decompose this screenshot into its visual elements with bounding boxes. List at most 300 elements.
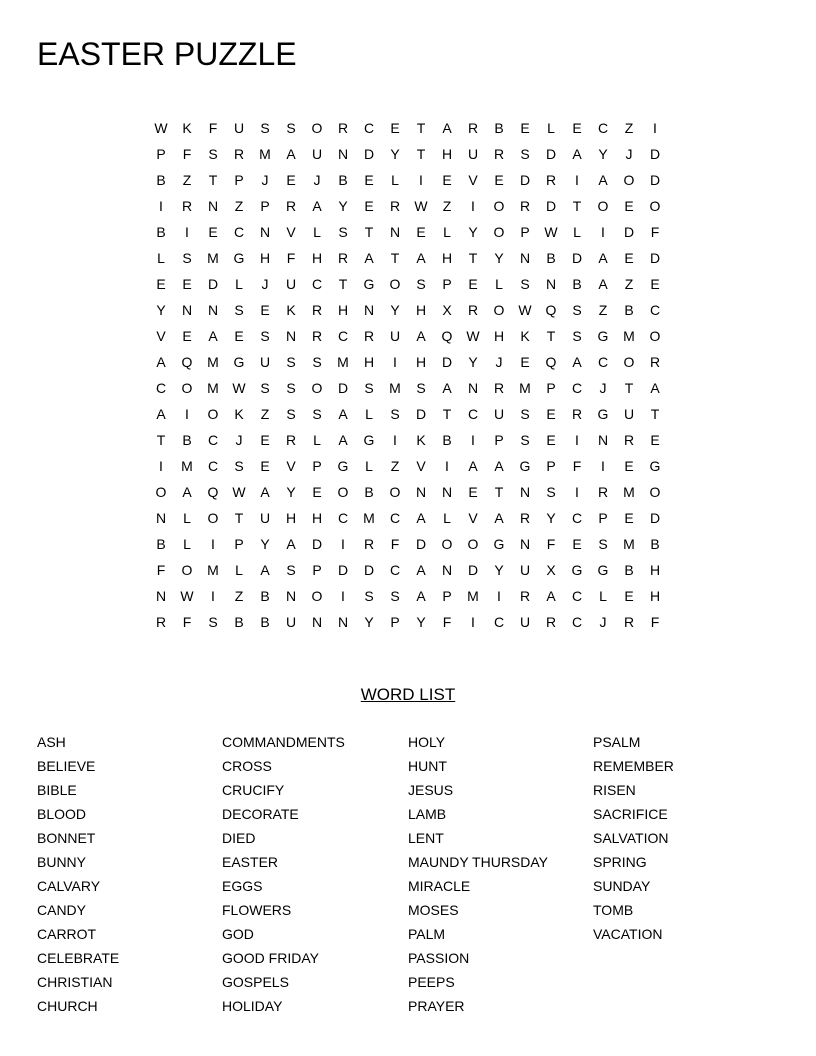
- grid-letter: O: [493, 198, 505, 214]
- grid-letter: H: [415, 302, 427, 318]
- grid-letter: S: [208, 146, 218, 162]
- grid-letter: M: [207, 354, 219, 370]
- grid-letter: F: [156, 562, 166, 578]
- word-list-item: PEEPS: [408, 974, 455, 990]
- grid-letter: L: [365, 458, 373, 474]
- word-list-item: GOD: [222, 926, 254, 942]
- grid-letter: F: [546, 536, 556, 552]
- grid-letter: A: [338, 432, 348, 448]
- grid-letter: R: [311, 302, 323, 318]
- grid-letter: I: [185, 224, 189, 240]
- grid-letter: L: [495, 276, 503, 292]
- word-list-item: BUNNY: [37, 854, 87, 870]
- grid-letter: D: [545, 198, 557, 214]
- grid-letter: S: [286, 120, 296, 136]
- grid-letter: R: [545, 172, 557, 188]
- grid-letter: T: [156, 432, 166, 448]
- grid-letter: Y: [468, 354, 478, 370]
- word-list-item: SALVATION: [593, 830, 669, 846]
- grid-letter: V: [286, 458, 296, 474]
- word-list-item: JESUS: [408, 782, 454, 798]
- grid-letter: H: [649, 562, 661, 578]
- grid-letter: N: [519, 250, 531, 266]
- grid-letter: S: [416, 276, 426, 292]
- grid-letter: A: [182, 484, 192, 500]
- grid-letter: N: [311, 614, 323, 630]
- grid-letter: U: [389, 328, 401, 344]
- word-list-item: BIBLE: [37, 782, 77, 798]
- grid-letter: R: [311, 328, 323, 344]
- grid-letter: K: [182, 120, 192, 136]
- grid-letter: B: [650, 536, 660, 552]
- grid-letter: D: [207, 276, 219, 292]
- word-list-item: COMMANDMENTS: [222, 734, 345, 750]
- grid-letter: N: [441, 562, 453, 578]
- grid-letter: O: [467, 536, 479, 552]
- grid-letter: B: [260, 588, 270, 604]
- grid-letter: P: [442, 276, 452, 292]
- grid-letter: V: [416, 458, 426, 474]
- grid-letter: A: [208, 328, 218, 344]
- grid-letter: P: [390, 614, 400, 630]
- grid-letter: I: [211, 588, 215, 604]
- grid-letter: E: [546, 406, 556, 422]
- letter-grid: [148, 117, 668, 637]
- word-list-column: [222, 730, 345, 1018]
- page-title: EASTER PUZZLE: [37, 36, 297, 72]
- grid-letter: F: [182, 146, 192, 162]
- grid-letter: G: [363, 432, 375, 448]
- grid-letter: K: [234, 406, 244, 422]
- grid-letter: E: [442, 172, 452, 188]
- grid-letter: S: [520, 406, 530, 422]
- grid-letter: A: [494, 458, 504, 474]
- grid-letter: B: [156, 536, 166, 552]
- grid-letter: B: [546, 250, 556, 266]
- grid-letter: O: [181, 562, 193, 578]
- grid-letter: I: [653, 120, 657, 136]
- grid-letter: U: [519, 614, 531, 630]
- grid-letter: S: [182, 250, 192, 266]
- word-list-item: HOLIDAY: [222, 998, 283, 1014]
- word-list-item: MAUNDY THURSDAY: [408, 854, 549, 870]
- word-list-item: PSALM: [593, 734, 641, 750]
- grid-letter: B: [182, 432, 192, 448]
- grid-letter: G: [597, 406, 609, 422]
- grid-letter: E: [624, 198, 634, 214]
- grid-letter: K: [520, 328, 530, 344]
- grid-letter: T: [546, 328, 556, 344]
- grid-letter: R: [363, 328, 375, 344]
- grid-letter: G: [233, 354, 245, 370]
- grid-letter: U: [311, 146, 323, 162]
- grid-letter: G: [597, 562, 609, 578]
- grid-letter: S: [260, 380, 270, 396]
- grid-letter: N: [285, 588, 297, 604]
- grid-letter: F: [182, 614, 192, 630]
- grid-letter: T: [624, 380, 634, 396]
- grid-letter: D: [415, 406, 427, 422]
- grid-letter: M: [207, 380, 219, 396]
- grid-letter: R: [597, 484, 609, 500]
- grid-letter: L: [235, 562, 243, 578]
- grid-letter: N: [285, 328, 297, 344]
- grid-letter: O: [649, 198, 661, 214]
- grid-letter: C: [467, 406, 479, 422]
- grid-letter: O: [311, 588, 323, 604]
- grid-letter: N: [415, 484, 427, 500]
- grid-letter: Z: [234, 198, 244, 214]
- grid-letter: E: [234, 328, 244, 344]
- grid-letter: D: [363, 146, 375, 162]
- grid-letter: G: [571, 562, 583, 578]
- grid-letter: D: [649, 146, 661, 162]
- grid-letter: H: [311, 510, 323, 526]
- word-list-item: CARROT: [37, 926, 97, 942]
- grid-letter: E: [182, 328, 192, 344]
- word-list-item: VACATION: [593, 926, 663, 942]
- word-list-item: MIRACLE: [408, 878, 471, 894]
- grid-letter: K: [286, 302, 296, 318]
- grid-letter: P: [442, 588, 452, 604]
- grid-letter: N: [337, 614, 349, 630]
- word-list-item: CHRISTIAN: [37, 974, 113, 990]
- grid-letter: Y: [598, 146, 608, 162]
- word-list-item: EGGS: [222, 878, 263, 894]
- grid-letter: Z: [598, 302, 608, 318]
- grid-letter: C: [311, 276, 323, 292]
- grid-letter: V: [286, 224, 296, 240]
- grid-letter: R: [181, 198, 193, 214]
- grid-letter: E: [208, 224, 218, 240]
- grid-letter: S: [364, 380, 374, 396]
- word-list-item: LAMB: [408, 806, 447, 822]
- grid-letter: J: [261, 276, 269, 292]
- grid-letter: A: [598, 172, 608, 188]
- grid-letter: M: [207, 562, 219, 578]
- grid-letter: P: [546, 458, 556, 474]
- grid-letter: Y: [390, 302, 400, 318]
- grid-letter: I: [159, 458, 163, 474]
- grid-letter: X: [546, 562, 556, 578]
- grid-letter: E: [260, 458, 270, 474]
- grid-letter: O: [311, 120, 323, 136]
- grid-letter: C: [597, 120, 609, 136]
- grid-letter: R: [493, 380, 505, 396]
- grid-letter: H: [441, 146, 453, 162]
- word-list-heading: WORD LIST: [360, 685, 456, 704]
- grid-letter: U: [493, 406, 505, 422]
- grid-letter: C: [389, 510, 401, 526]
- grid-letter: D: [545, 146, 557, 162]
- word-list-item: PALM: [408, 926, 446, 942]
- grid-letter: K: [416, 432, 426, 448]
- grid-letter: Z: [234, 588, 244, 604]
- grid-letter: T: [416, 146, 426, 162]
- grid-letter: Y: [416, 614, 426, 630]
- grid-letter: O: [597, 198, 609, 214]
- grid-letter: E: [416, 224, 426, 240]
- word-list-item: CHURCH: [37, 998, 98, 1014]
- grid-letter: R: [467, 302, 479, 318]
- grid-letter: B: [156, 224, 166, 240]
- grid-letter: A: [286, 146, 296, 162]
- grid-letter: N: [545, 276, 557, 292]
- grid-letter: P: [546, 380, 556, 396]
- grid-letter: N: [259, 224, 271, 240]
- grid-letter: T: [208, 172, 218, 188]
- grid-letter: B: [338, 172, 348, 188]
- grid-letter: G: [493, 536, 505, 552]
- grid-letter: S: [520, 276, 530, 292]
- grid-letter: R: [493, 146, 505, 162]
- grid-letter: T: [494, 484, 504, 500]
- grid-letter: N: [363, 302, 375, 318]
- grid-letter: Y: [546, 510, 556, 526]
- grid-letter: C: [649, 302, 661, 318]
- grid-letter: E: [624, 588, 634, 604]
- grid-letter: S: [416, 380, 426, 396]
- grid-letter: L: [599, 588, 607, 604]
- grid-letter: I: [341, 536, 345, 552]
- word-list-item: EASTER: [222, 854, 279, 870]
- grid-letter: V: [156, 328, 166, 344]
- grid-letter: Y: [364, 614, 374, 630]
- grid-letter: S: [208, 614, 218, 630]
- grid-letter: P: [312, 458, 322, 474]
- grid-letter: D: [649, 250, 661, 266]
- grid-letter: C: [389, 562, 401, 578]
- grid-letter: D: [649, 510, 661, 526]
- grid-letter: I: [575, 432, 579, 448]
- word-list-item: DIED: [222, 830, 256, 846]
- grid-letter: S: [364, 588, 374, 604]
- grid-letter: T: [364, 224, 374, 240]
- grid-letter: G: [363, 276, 375, 292]
- grid-letter: C: [155, 380, 167, 396]
- grid-letter: A: [312, 198, 322, 214]
- grid-letter: N: [441, 484, 453, 500]
- word-list-item: CRUCIFY: [222, 782, 285, 798]
- grid-letter: S: [390, 406, 400, 422]
- grid-letter: S: [520, 432, 530, 448]
- grid-letter: O: [493, 302, 505, 318]
- grid-letter: G: [519, 458, 531, 474]
- grid-letter: E: [572, 120, 582, 136]
- grid-letter: E: [624, 250, 634, 266]
- grid-letter: E: [156, 276, 166, 292]
- grid-letter: Z: [624, 120, 634, 136]
- grid-letter: C: [493, 614, 505, 630]
- grid-letter: S: [312, 354, 322, 370]
- grid-letter: J: [495, 354, 503, 370]
- grid-letter: N: [337, 146, 349, 162]
- grid-letter: R: [571, 406, 583, 422]
- grid-letter: O: [623, 354, 635, 370]
- grid-letter: A: [468, 458, 478, 474]
- word-list-item: PRAYER: [408, 998, 465, 1014]
- grid-letter: N: [467, 380, 479, 396]
- grid-letter: C: [337, 328, 349, 344]
- grid-letter: T: [338, 276, 348, 292]
- grid-letter: H: [311, 250, 323, 266]
- word-list-item: CALVARY: [37, 878, 101, 894]
- grid-letter: S: [286, 406, 296, 422]
- grid-letter: S: [260, 328, 270, 344]
- grid-letter: R: [623, 432, 635, 448]
- word-list-item: RISEN: [593, 782, 636, 798]
- grid-letter: U: [259, 510, 271, 526]
- grid-letter: R: [337, 250, 349, 266]
- grid-letter: O: [623, 172, 635, 188]
- grid-letter: N: [207, 198, 219, 214]
- grid-letter: E: [520, 120, 530, 136]
- grid-letter: J: [313, 172, 321, 188]
- word-list-item: SACRIFICE: [593, 806, 668, 822]
- grid-letter: A: [416, 588, 426, 604]
- grid-letter: D: [337, 562, 349, 578]
- grid-letter: O: [389, 484, 401, 500]
- grid-letter: C: [363, 120, 375, 136]
- grid-letter: O: [441, 536, 453, 552]
- grid-letter: I: [159, 198, 163, 214]
- word-list-item: BLOOD: [37, 806, 87, 822]
- grid-letter: A: [156, 406, 166, 422]
- grid-letter: Y: [286, 484, 296, 500]
- word-list-item: BELIEVE: [37, 758, 96, 774]
- grid-letter: U: [519, 562, 531, 578]
- grid-letter: I: [575, 484, 579, 500]
- grid-letter: H: [415, 354, 427, 370]
- grid-letter: O: [649, 484, 661, 500]
- grid-letter: F: [572, 458, 582, 474]
- grid-letter: N: [155, 510, 167, 526]
- grid-letter: L: [313, 224, 321, 240]
- grid-letter: S: [286, 562, 296, 578]
- grid-letter: A: [416, 328, 426, 344]
- grid-letter: O: [493, 224, 505, 240]
- grid-letter: B: [442, 432, 452, 448]
- word-list-item: LENT: [408, 830, 444, 846]
- grid-letter: G: [649, 458, 661, 474]
- grid-letter: N: [181, 302, 193, 318]
- grid-letter: R: [467, 120, 479, 136]
- grid-letter: L: [547, 120, 555, 136]
- grid-letter: G: [597, 328, 609, 344]
- grid-letter: M: [467, 588, 479, 604]
- grid-letter: I: [601, 458, 605, 474]
- grid-letter: L: [443, 510, 451, 526]
- grid-letter: M: [363, 510, 375, 526]
- grid-letter: T: [416, 120, 426, 136]
- grid-letter: A: [156, 354, 166, 370]
- grid-letter: L: [443, 224, 451, 240]
- grid-letter: U: [233, 120, 245, 136]
- word-list-item: FLOWERS: [222, 902, 292, 918]
- grid-letter: Q: [545, 354, 557, 370]
- grid-letter: Z: [390, 458, 400, 474]
- grid-letter: E: [624, 458, 634, 474]
- grid-letter: M: [181, 458, 193, 474]
- grid-letter: L: [235, 276, 243, 292]
- grid-letter: I: [393, 432, 397, 448]
- grid-letter: P: [598, 510, 608, 526]
- grid-letter: W: [232, 380, 246, 396]
- grid-letter: T: [468, 250, 478, 266]
- grid-letter: S: [338, 224, 348, 240]
- grid-letter: M: [623, 484, 635, 500]
- grid-letter: E: [286, 172, 296, 188]
- grid-letter: O: [337, 484, 349, 500]
- grid-letter: I: [575, 172, 579, 188]
- grid-letter: I: [185, 406, 189, 422]
- grid-letter: R: [545, 614, 557, 630]
- grid-letter: U: [467, 146, 479, 162]
- word-list-item: REMEMBER: [593, 758, 674, 774]
- grid-letter: B: [624, 562, 634, 578]
- grid-letter: Y: [494, 562, 504, 578]
- word-list-item: HUNT: [408, 758, 447, 774]
- grid-letter: I: [471, 614, 475, 630]
- grid-letter: L: [183, 510, 191, 526]
- word-list-item: BONNET: [37, 830, 96, 846]
- grid-letter: D: [571, 250, 583, 266]
- grid-letter: F: [650, 614, 660, 630]
- grid-letter: R: [337, 120, 349, 136]
- grid-letter: O: [155, 484, 167, 500]
- grid-letter: T: [442, 406, 452, 422]
- grid-letter: G: [337, 458, 349, 474]
- grid-letter: S: [520, 146, 530, 162]
- grid-letter: S: [260, 120, 270, 136]
- grid-letter: R: [285, 432, 297, 448]
- grid-letter: F: [208, 120, 218, 136]
- grid-letter: E: [390, 120, 400, 136]
- grid-letter: H: [649, 588, 661, 604]
- grid-letter: A: [286, 536, 296, 552]
- grid-letter: A: [572, 146, 582, 162]
- grid-letter: R: [623, 614, 635, 630]
- grid-letter: B: [624, 302, 634, 318]
- grid-letter: S: [312, 406, 322, 422]
- grid-letter: P: [234, 172, 244, 188]
- grid-letter: A: [572, 354, 582, 370]
- grid-letter: P: [260, 198, 270, 214]
- grid-letter: D: [467, 562, 479, 578]
- grid-letter: R: [389, 198, 401, 214]
- grid-letter: L: [157, 250, 165, 266]
- grid-letter: A: [442, 380, 452, 396]
- grid-letter: B: [234, 614, 244, 630]
- grid-letter: Z: [260, 406, 270, 422]
- grid-letter: L: [183, 536, 191, 552]
- grid-letter: Y: [390, 146, 400, 162]
- grid-letter: M: [259, 146, 271, 162]
- grid-letter: O: [207, 510, 219, 526]
- grid-letter: C: [571, 614, 583, 630]
- grid-letter: C: [571, 510, 583, 526]
- grid-letter: I: [419, 172, 423, 188]
- grid-letter: A: [338, 406, 348, 422]
- grid-letter: V: [468, 172, 478, 188]
- grid-letter: L: [391, 172, 399, 188]
- grid-letter: E: [260, 302, 270, 318]
- grid-letter: C: [207, 432, 219, 448]
- grid-letter: T: [234, 510, 244, 526]
- grid-letter: C: [597, 354, 609, 370]
- word-list-item: DECORATE: [222, 806, 299, 822]
- grid-letter: O: [389, 276, 401, 292]
